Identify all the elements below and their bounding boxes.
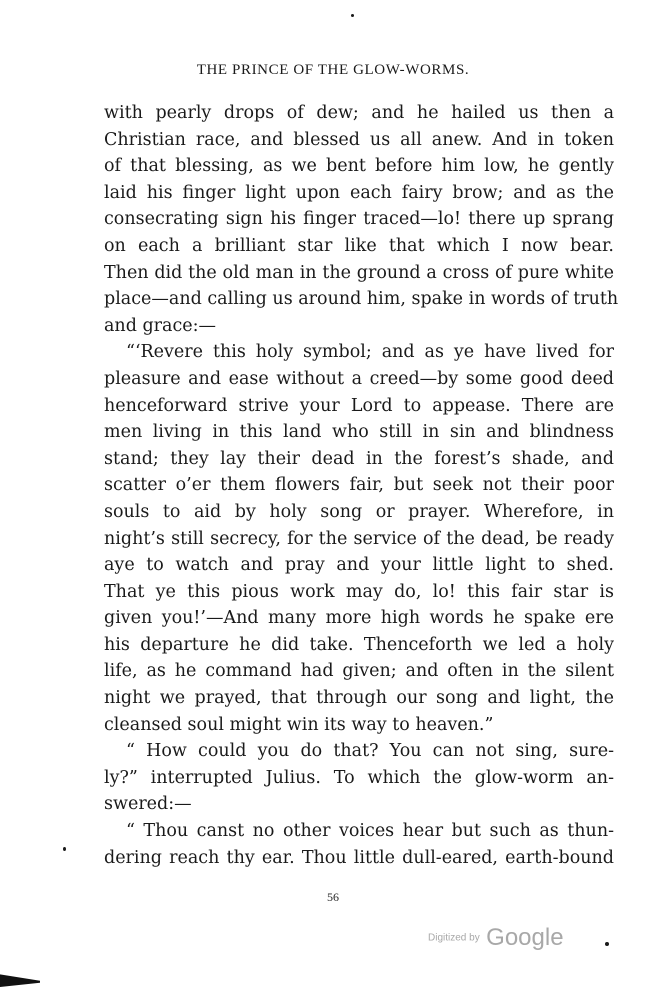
text-line: men living in this land who still in sin and blindness xyxy=(104,422,614,443)
ink-speck-top xyxy=(351,14,354,17)
text-line: laid his finger light upon each fairy brow; and as the xyxy=(104,182,614,203)
text-line: on each a brilliant star like that which I now bear. xyxy=(104,235,614,256)
text-line: night’s still secrecy, for the service of the dead, be ready xyxy=(104,528,614,549)
text-line: swered:— xyxy=(104,794,192,815)
text-line: stand; they lay their dead in the forest’s shade, and xyxy=(104,448,614,469)
text-line: That ye this pious work may do, lo! this fair star is xyxy=(104,581,614,602)
text-line: of that blessing, as we bent before him low, he gently xyxy=(104,156,614,177)
text-line: aye to watch and pray and your little light to shed. xyxy=(104,555,614,576)
text-line: ly?” interrupted Julius. To which the glow-worm an- xyxy=(104,767,614,788)
ink-speck-bottom-right xyxy=(605,942,609,946)
text-line: pleasure and ease without a creed—by some good deed xyxy=(104,368,614,389)
text-line: “ How could you do that? You can not sing, sure- xyxy=(126,741,614,762)
page-number: 56 xyxy=(327,890,339,904)
text-line: “‘Revere this holy symbol; and as ye have lived for xyxy=(126,342,614,363)
scan-edge-mark xyxy=(0,973,40,987)
text-line: consecrating sign his finger traced—lo! there up sprang xyxy=(104,209,614,230)
text-line: Christian race, and blessed us all anew. And in token xyxy=(104,129,614,150)
text-line: life, as he command had given; and often in the silent xyxy=(104,661,614,682)
page-body-text xyxy=(104,100,619,871)
text-line: dering reach thy ear. Thou little dull-eared, earth-bound xyxy=(104,847,614,868)
text-line: given you!’—And many more high words he spake ere xyxy=(104,608,614,629)
text-line: scatter o’er them flowers fair, but seek not their poor xyxy=(104,475,614,496)
text-line: and grace:— xyxy=(104,315,217,336)
watermark-brand: Google xyxy=(486,924,564,951)
text-line: Then did the old man in the ground a cross of pure white xyxy=(104,262,614,283)
running-header: THE PRINCE OF THE GLOW-WORMS. xyxy=(196,62,470,78)
text-line: his departure he did take. Thenceforth we led a holy xyxy=(104,634,614,655)
text-line: night we prayed, that through our song and light, the xyxy=(104,688,614,709)
text-line: with pearly drops of dew; and he hailed us then a xyxy=(104,103,614,123)
text-line: cleansed soul might win its way to heaven.” xyxy=(104,714,494,735)
watermark-prefix: Digitized by xyxy=(428,932,480,944)
digitized-watermark xyxy=(428,924,564,952)
text-line: “ Thou canst no other voices hear but such as thun- xyxy=(126,821,614,842)
text-line: henceforward strive your Lord to appease. There are xyxy=(104,395,614,416)
text-line: souls to aid by holy song or prayer. Wherefore, in xyxy=(104,501,614,522)
text-line: place—and calling us around him, spake in words of truth xyxy=(104,289,619,310)
ink-speck-margin xyxy=(63,847,66,851)
